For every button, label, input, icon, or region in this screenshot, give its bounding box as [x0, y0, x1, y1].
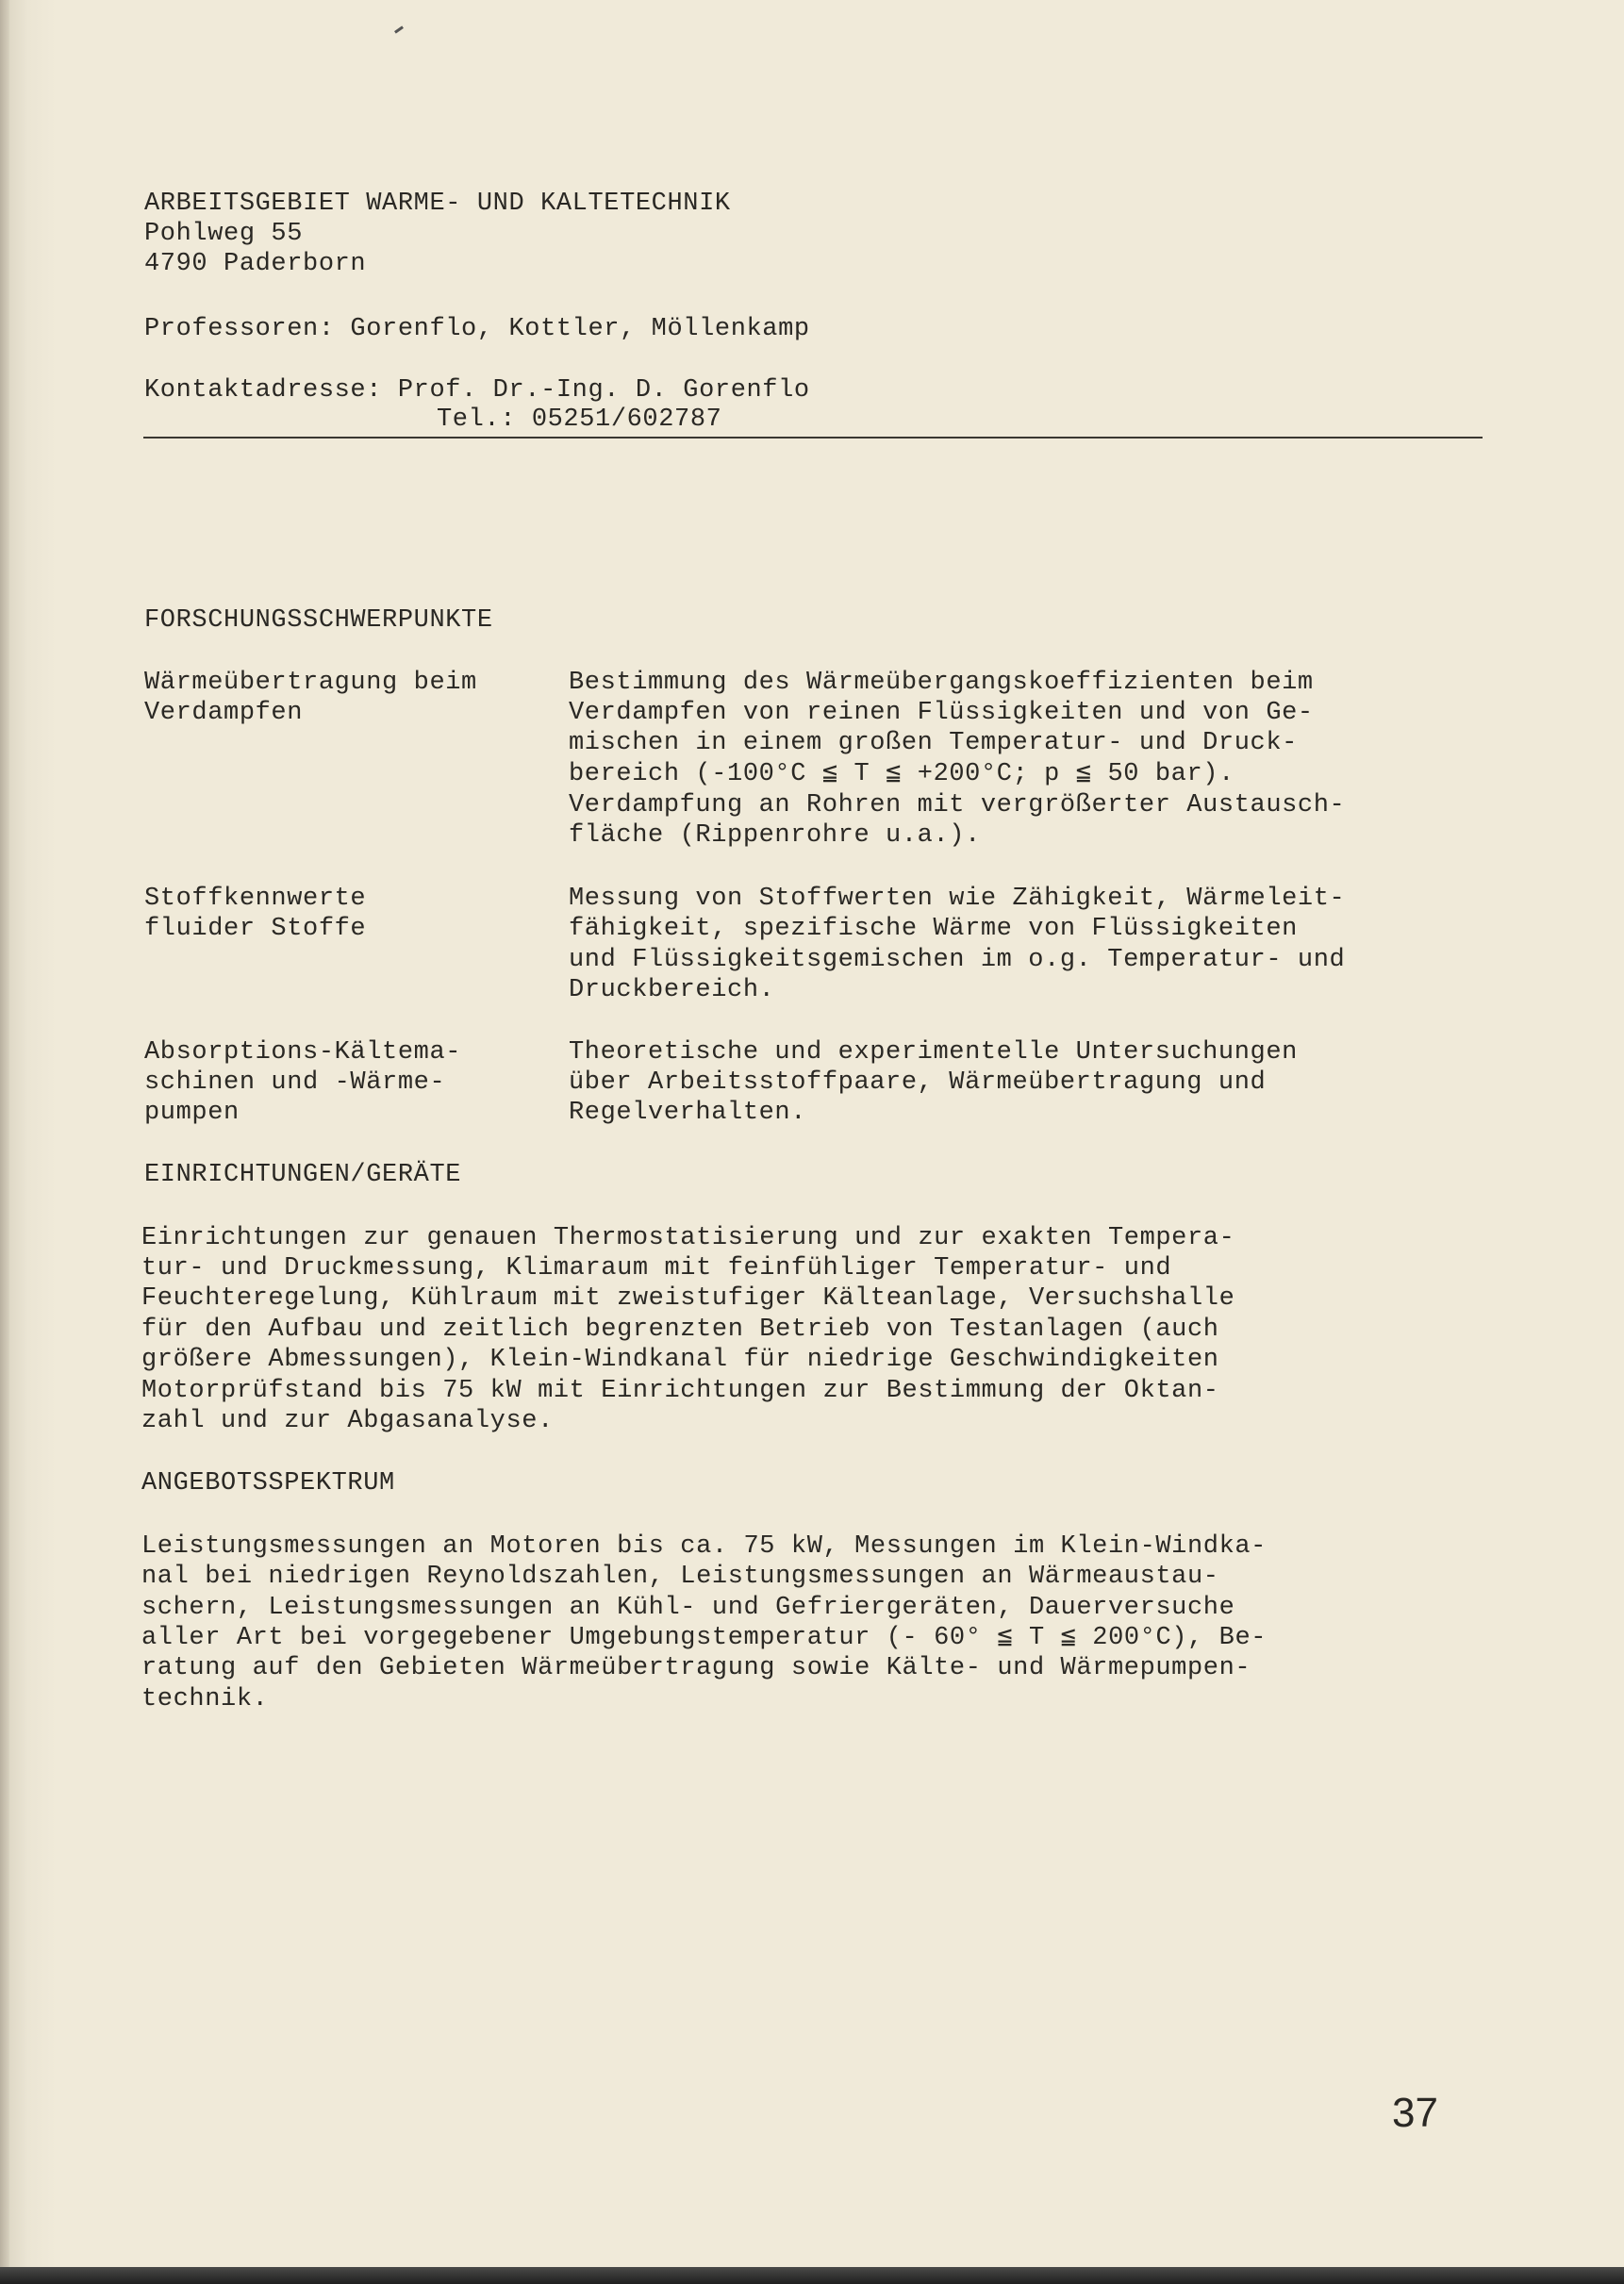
address-street: Pohlweg 55	[144, 220, 304, 248]
topic-desc-line: Verdampfen von reinen Flüssigkeiten und von Ge-	[569, 699, 1314, 727]
facilities-line: größere Abmessungen), Klein-Windkanal für niedrige Geschwindigkeiten	[141, 1346, 1219, 1374]
facilities-line: für den Aufbau und zeitlich begrenzten Betrieb von Testanlagen (auch	[141, 1316, 1219, 1344]
facilities-line: Feuchteregelung, Kühlraum mit zweistufiger Kälteanlage, Versuchshalle	[141, 1284, 1235, 1313]
offers-line: technik.	[141, 1685, 269, 1713]
topic-title-line: Wärmeübertragung beim	[144, 669, 477, 697]
research-heading: FORSCHUNGSSCHWERPUNKTE	[144, 606, 493, 635]
header-divider	[143, 437, 1483, 439]
topic-desc-line: fähigkeit, spezifische Wärme von Flüssigkeiten	[569, 915, 1298, 943]
institute-name: ARBEITSGEBIET WARME- UND KALTETECHNIK	[144, 190, 731, 218]
topic-desc-line: und Flüssigkeitsgemischen im o.g. Temperatur- und	[569, 946, 1346, 974]
topic-title-line: Stoffkennwerte	[144, 885, 367, 913]
topic-desc-line: Regelverhalten.	[569, 1099, 807, 1127]
facilities-line: zahl und zur Abgasanalyse.	[141, 1407, 554, 1435]
topic-desc-line: Messung von Stoffwerten wie Zähigkeit, Wärmeleit-	[569, 885, 1346, 913]
facilities-line: tur- und Druckmessung, Klimaraum mit feinfühliger Temperatur- und	[141, 1254, 1172, 1283]
topic-title-line: Verdampfen	[144, 699, 304, 727]
topic-desc-line: mischen in einem großen Temperatur- und Druck-	[569, 729, 1298, 757]
offers-line: ratung auf den Gebieten Wärmeübertragung sowie Kälte- und Wärmepumpen-	[141, 1654, 1251, 1682]
offers-line: aller Art bei vorgegebener Umgebungstemperatur (- 60° ≦ T ≦ 200°C), Be-	[141, 1624, 1268, 1652]
address-city: 4790 Paderborn	[144, 250, 367, 278]
topic-desc-line: über Arbeitsstoffpaare, Wärmeübertragung und	[569, 1068, 1267, 1097]
facilities-heading: EINRICHTUNGEN/GERÄTE	[144, 1161, 462, 1189]
topic-title-line: Absorptions-Kältema-	[144, 1038, 462, 1067]
page-number: 37	[1392, 2090, 1438, 2136]
topic-desc-line: Theoretische und experimentelle Untersuchungen	[569, 1038, 1298, 1067]
topic-title-line: pumpen	[144, 1099, 240, 1127]
topic-desc-line: Verdampfung an Rohren mit vergrößerter Austausch-	[569, 791, 1346, 819]
offers-line: schern, Leistungsmessungen an Kühl- und Gefriergeräten, Dauerversuche	[141, 1594, 1235, 1622]
facilities-line: Motorprüfstand bis 75 kW mit Einrichtungen zur Bestimmung der Oktan-	[141, 1377, 1219, 1405]
binding-edge	[0, 0, 9, 2284]
topic-title-line: fluider Stoffe	[144, 915, 367, 943]
offers-heading: ANGEBOTSSPEKTRUM	[141, 1469, 395, 1498]
offers-line: nal bei niedrigen Reynoldszahlen, Leistungsmessungen an Wärmeaustau-	[141, 1563, 1219, 1591]
contact-line: Kontaktadresse: Prof. Dr.-Ing. D. Gorenflo	[144, 376, 810, 405]
offers-line: Leistungsmessungen an Motoren bis ca. 75 kW, Messungen im Klein-Windka-	[141, 1532, 1267, 1561]
topic-desc-line: Bestimmung des Wärmeübergangskoeffizienten beim	[569, 669, 1314, 697]
topic-desc-line: bereich (-100°C ≦ T ≦ +200°C; p ≦ 50 bar).	[569, 760, 1235, 788]
topic-desc-line: Druckbereich.	[569, 976, 775, 1004]
facilities-line: Einrichtungen zur genauen Thermostatisierung und zur exakten Tempera-	[141, 1224, 1235, 1252]
topic-title-line: schinen und -Wärme-	[144, 1068, 446, 1097]
professors-line: Professoren: Gorenflo, Kottler, Möllenkamp	[144, 315, 810, 343]
phone-line: Tel.: 05251/602787	[437, 405, 722, 434]
topic-desc-line: fläche (Rippenrohre u.a.).	[569, 821, 981, 850]
bottom-shadow	[0, 2267, 1624, 2284]
